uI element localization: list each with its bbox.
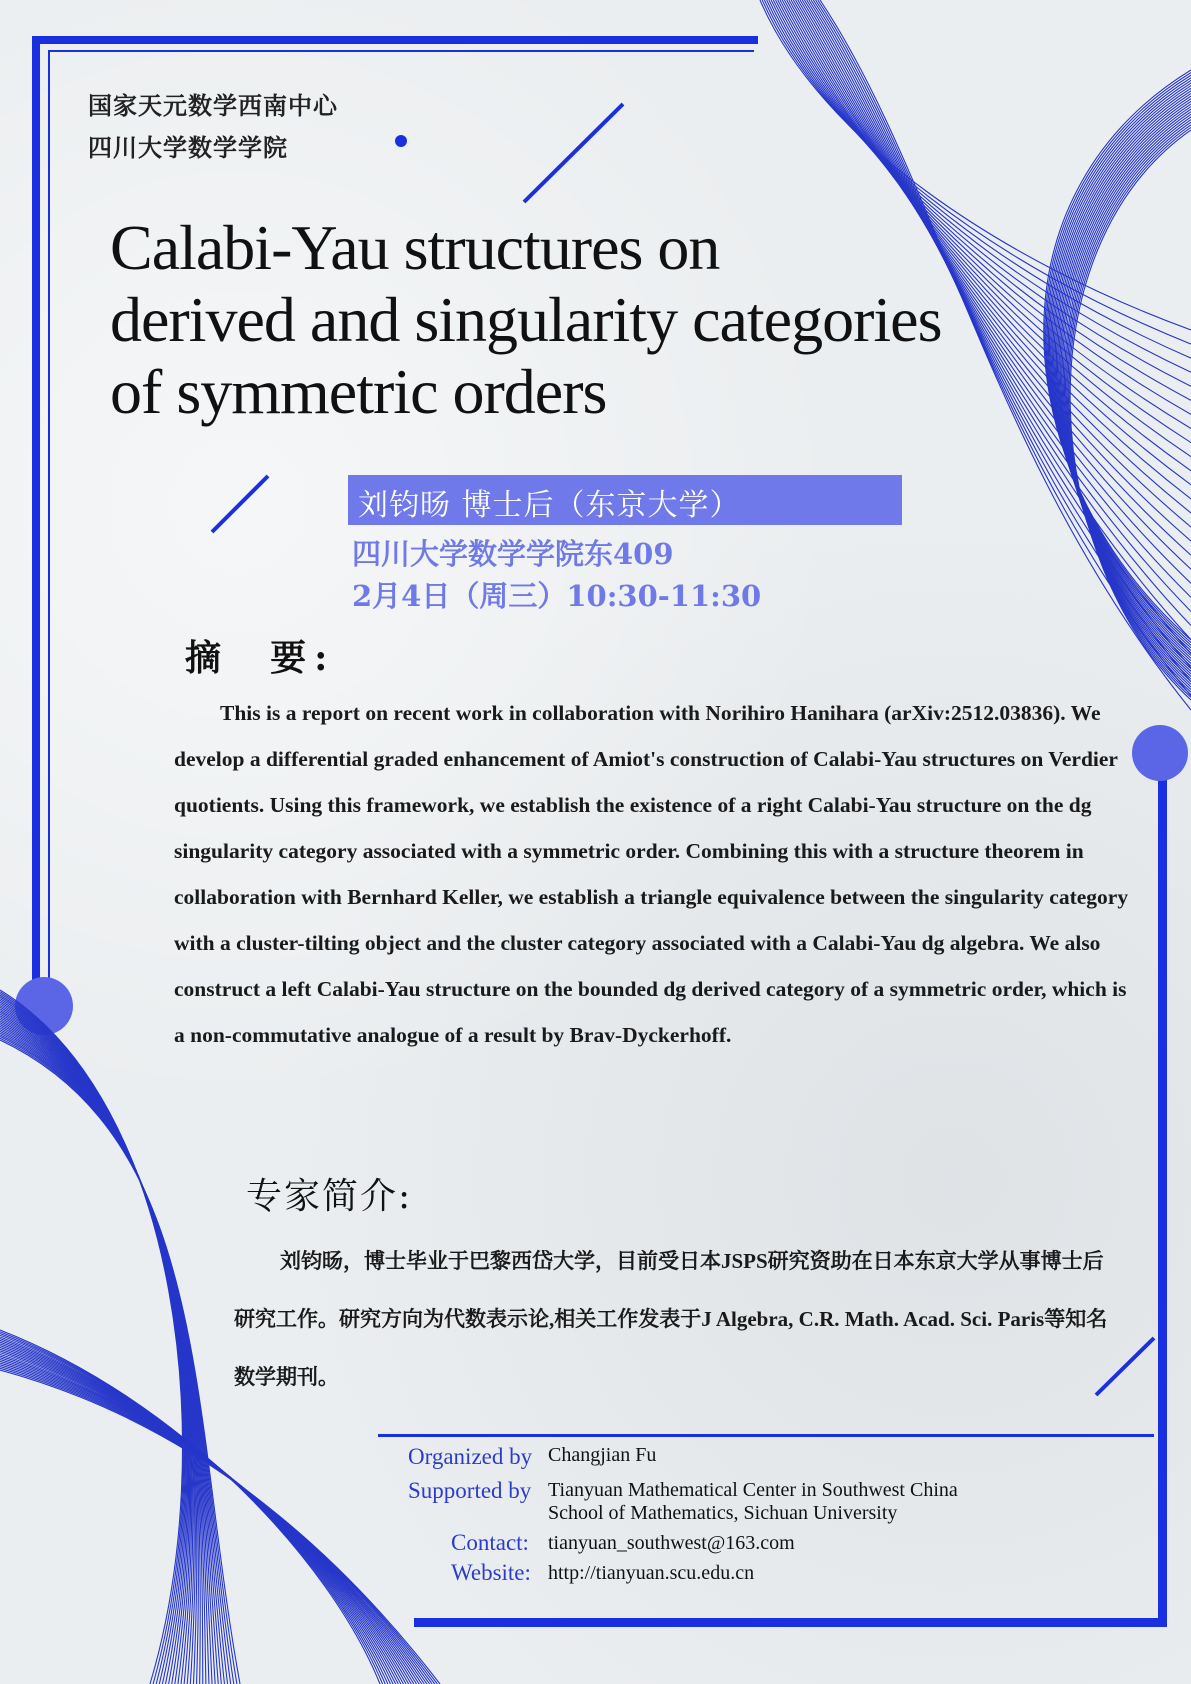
talk-time: 2月4日（周三）10:30-11:30 xyxy=(352,579,762,613)
institution-line-2: 四川大学数学学院 xyxy=(88,133,288,162)
bio-heading: 专家简介: xyxy=(246,1176,413,1217)
dot-top xyxy=(395,135,407,147)
frame-right-bar xyxy=(1158,765,1167,1627)
bio-text: 刘钧旸，博士毕业于巴黎西岱大学，目前受日本JSPS研究资助在日本东京大学从事博士后研究工作。研究方向为代数表示论,相关工作发表于J Algebra, C.R. Math. Acad. Sci. Paris等知名数学期刊。 xyxy=(234,1249,1108,1389)
slash-mid xyxy=(212,476,268,532)
contact-label: Contact: xyxy=(451,1530,529,1555)
talk-venue: 四川大学数学学院东409 xyxy=(352,537,674,571)
frame-top-bar xyxy=(32,36,758,44)
footer-divider xyxy=(378,1434,1154,1437)
title-line-1: Calabi-Yau structures on xyxy=(110,212,720,283)
organized-label: Organized by xyxy=(408,1444,533,1469)
institution-line-1: 国家天元数学西南中心 xyxy=(88,91,338,120)
title-line-3: of symmetric orders xyxy=(110,356,607,427)
frame-bottom-bar xyxy=(414,1618,1167,1627)
supported-value-2: School of Mathematics, Sichuan University xyxy=(548,1502,898,1524)
supported-label: Supported by xyxy=(408,1478,532,1503)
abstract-text: This is a report on recent work in collaboration with Norihiro Hanihara (arXiv:2512.03836). We develop a differential graded enhancement of Amiot's construction of Calabi-Yau structures on Verdier quotients. Using this framework, we establish the existence of a right Calabi-Yau structure on the dg singularity category associated with a symmetric order. Combining this with a structure theorem in collaboration with Bernhard Keller, we establish a triangle equivalence between the singularity category with a cluster-tilting object and the cluster category associated with a Calabi-Yau dg algebra. We also construct a left Calabi-Yau structure on the bounded dg derived category of a symmetric order, which is a non-commutative analogue of a result by Brav-Dyckerhoff. xyxy=(174,701,1129,1047)
website-link[interactable]: http://tianyuan.scu.edu.cn xyxy=(548,1562,755,1584)
organized-value: Changjian Fu xyxy=(548,1444,657,1466)
contact-email[interactable]: tianyuan_southwest@163.com xyxy=(548,1532,795,1554)
talk-title xyxy=(110,212,1010,428)
speaker-name: 刘钧旸 博士后（东京大学） xyxy=(358,488,741,523)
abstract-heading: 摘 要: xyxy=(185,637,336,679)
supported-value-1: Tianyuan Mathematical Center in Southwest China xyxy=(548,1479,958,1501)
website-label: Website: xyxy=(451,1560,531,1585)
frame-left-bar xyxy=(32,36,40,996)
circle-right xyxy=(1132,725,1188,781)
title-line-2: derived and singularity categories xyxy=(110,284,942,355)
slash-top xyxy=(524,104,623,202)
